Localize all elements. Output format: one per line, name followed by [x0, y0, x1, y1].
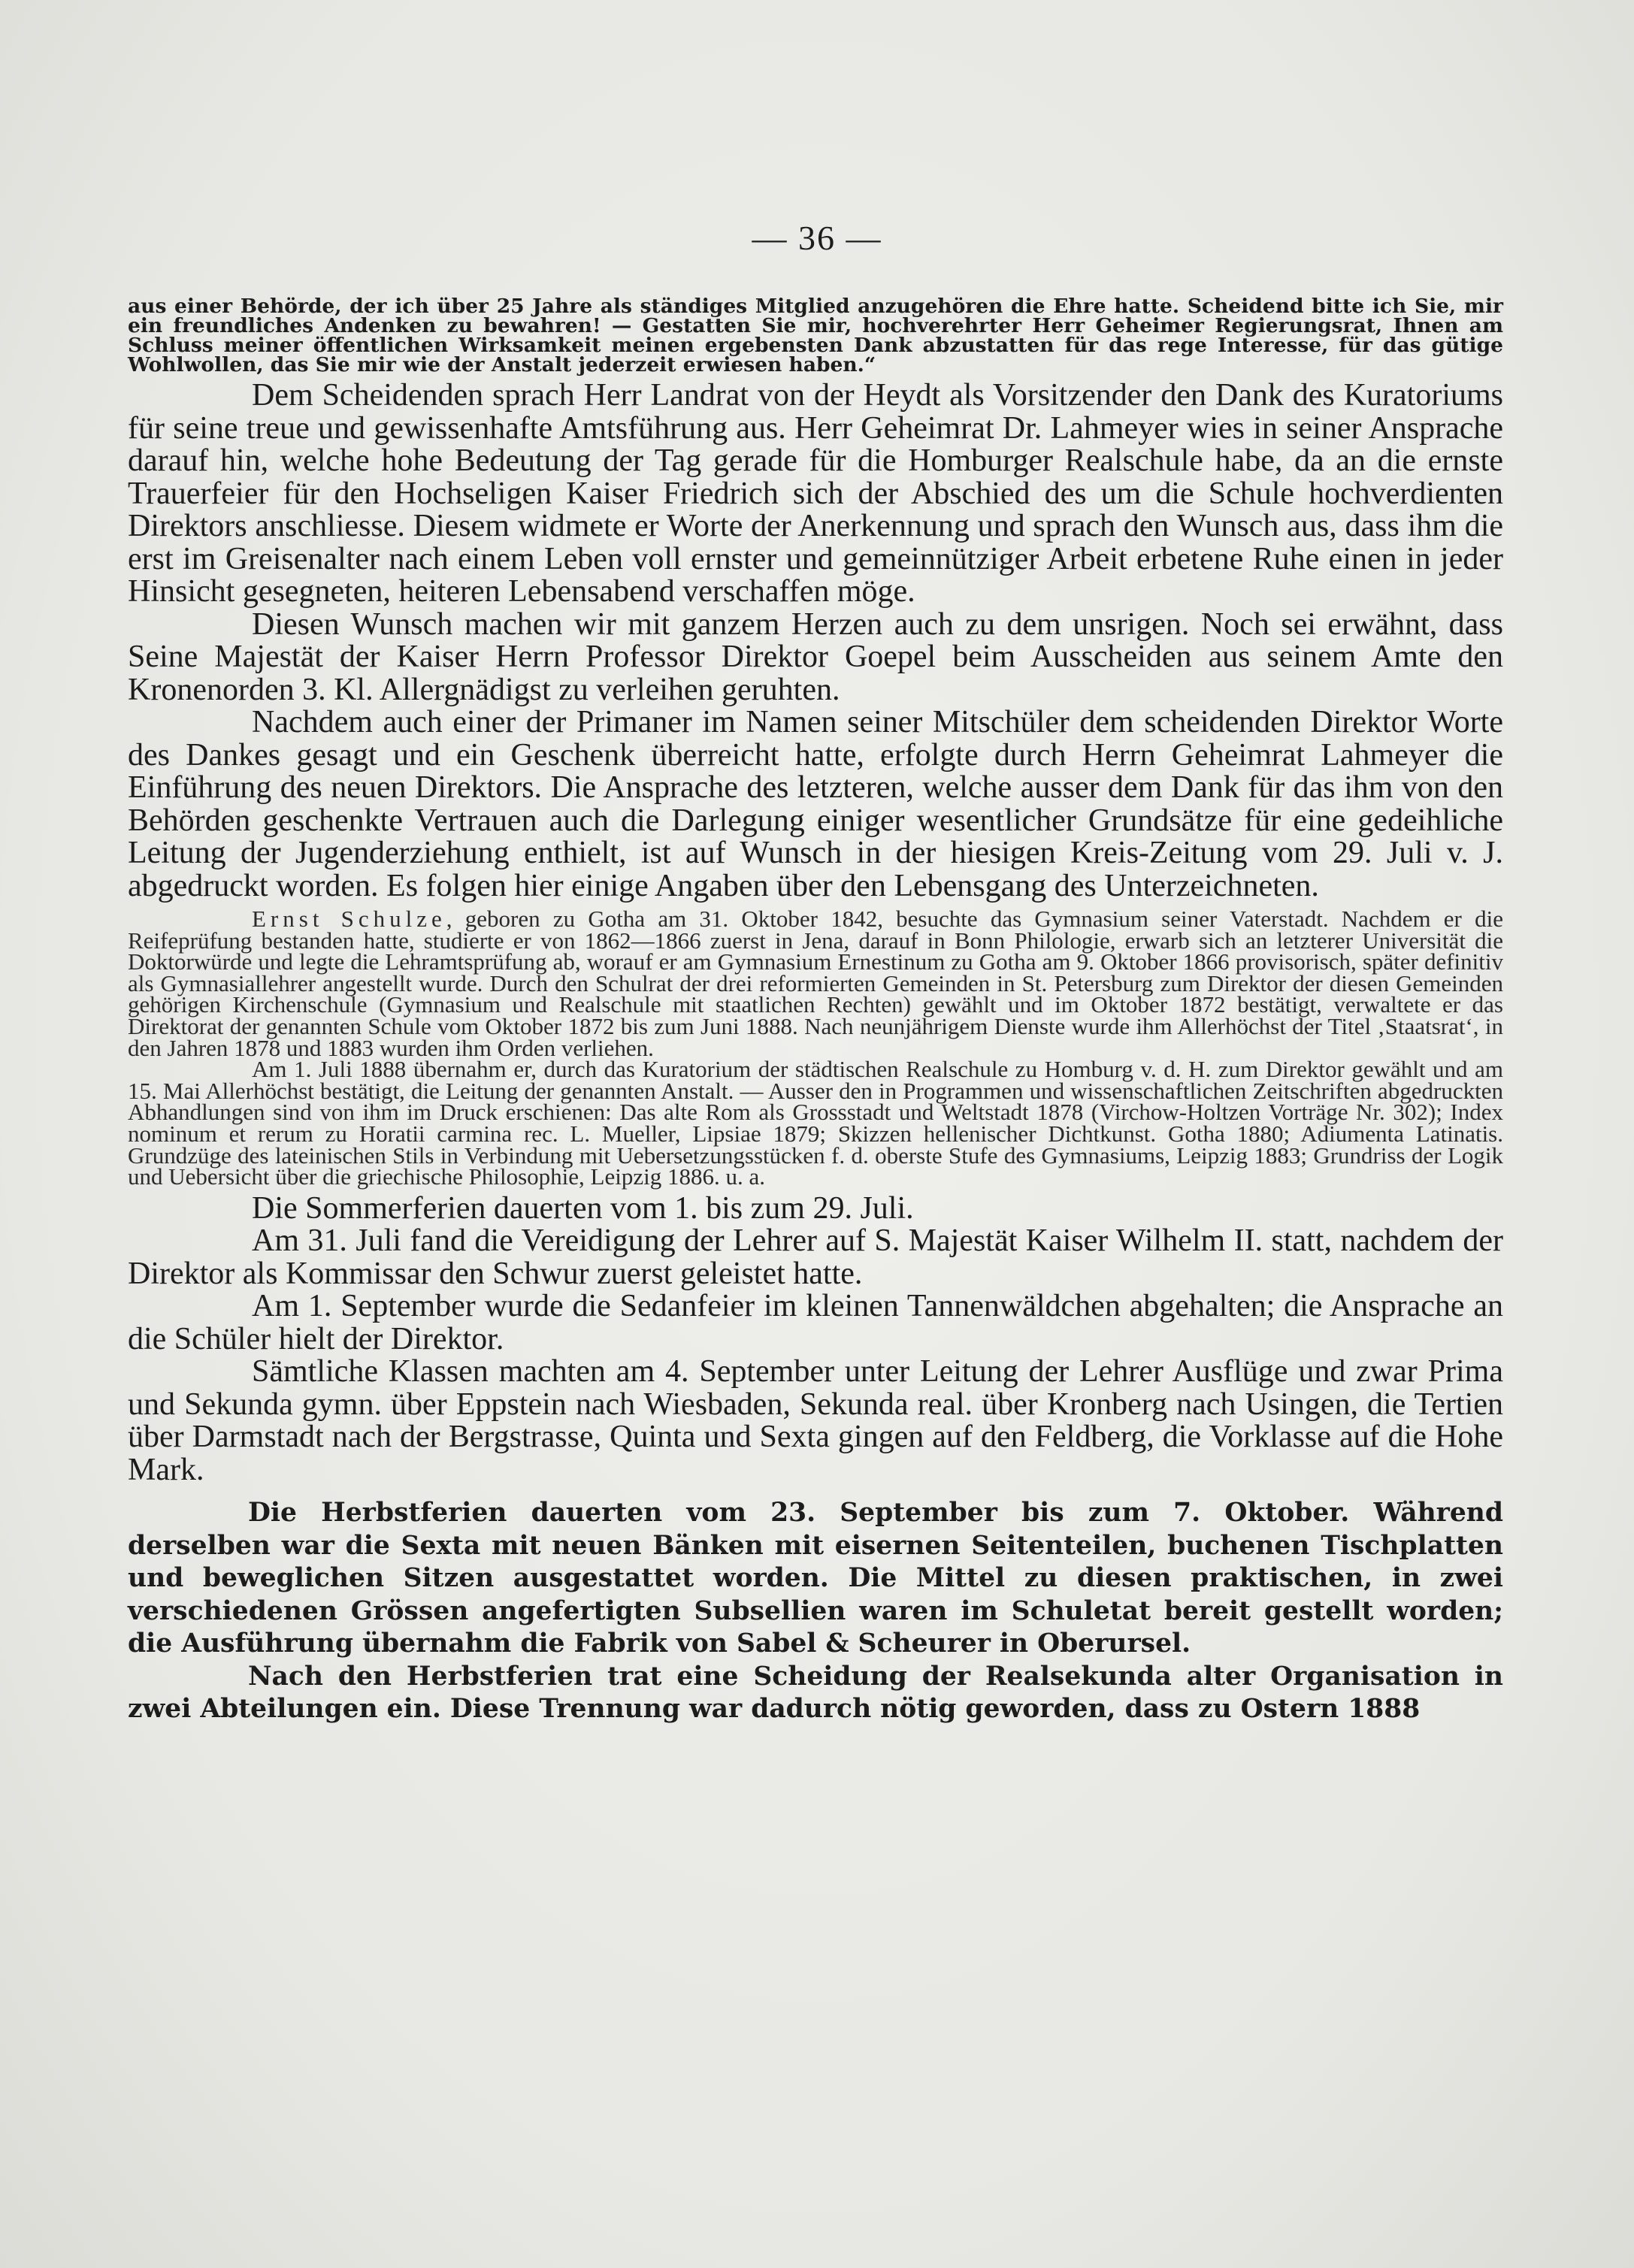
biography-name: Ernst Schulze	[252, 906, 446, 932]
paragraph-oath: Am 31. Juli fand die Vereidigung der Lehrer auf S. Majestät Kaiser Wilhelm II. statt, nachdem der Direktor als Kommissar den Schwur zuerst geleistet hatte.	[128, 1223, 1503, 1291]
paragraph-sedan: Am 1. September wurde die Sedanfeier im kleinen Tannenwäldchen abgehalten; die Ansprache an die Schüler hielt der Direktor.	[128, 1289, 1503, 1356]
biography-paragraph	[128, 906, 1503, 1061]
paragraph-autumn-holidays: Die Herbstferien dauerten vom 23. September bis zum 7. Oktober. Während derselben war die Sexta mit neuen Bänken mit eisernen Seitenteilen, buchenen Tischplatten und beweglichen Sitzen ausgestattet worden. Die Mittel zu diesen praktischen, in zwei verschiedenen Grössen angefertigten Subsellien waren im Schuletat bereit gestellt worden; die Ausführung übernahm die Fabrik von Sabel & Scheurer in Oberursel.	[128, 1498, 1503, 1659]
paragraph-letter-end: aus einer Behörde, der ich über 25 Jahre als ständiges Mitglied anzugehören die Ehre hatte. Scheidend bitte ich Sie, mir ein freundliches Andenken zu bewahren! — Gestatten Sie mir, hochverehrter Herr Geheimer Regierungsrat, Ihnen am Schluss meiner öffentlichen Wirksamkeit meinen ergebensten Dank abzustatten für das rege Interesse, für das gütige Wohlwollen, das Sie mir wie der Anstalt jederzeit erwiesen haben.“	[128, 295, 1503, 376]
paragraph-excursions: Sämtliche Klassen machten am 4. September unter Leitung der Lehrer Ausflüge und zwar Prima und Sekunda gymn. über Eppstein nach Wiesbaden, Sekunda real. über Kronberg nach Usingen, die Tertien über Darmstadt nach der Bergstrasse, Quinta und Sexta gingen auf den Feldberg, die Vorklasse auf die Hohe Mark.	[128, 1354, 1503, 1487]
paragraph-farewell: Dem Scheidenden sprach Herr Landrat von der Heydt als Vorsitzender den Dank des Kuratoriums für seine treue und gewissenhafte Amtsführung aus. Herr Geheimrat Dr. Lahmeyer wies in seiner Ansprache darauf hin, welche hohe Bedeutung der Tag gerade für die Homburger Realschule habe, da an die ernste Trauerfeier für den Hochseligen Kaiser Friedrich sich der Abschied des um die Schule hochverdienten Direktors anschliesse. Diesem widmete er Worte der Anerkennung und sprach den Wunsch aus, dass ihm die erst im Greisenalter nach einem Leben voll ernster und gemeinnütziger Arbeit erbetene Ruhe einen in jeder Hinsicht gesegneten, heiteren Lebensabend verschaffen möge.	[128, 378, 1503, 609]
page-number: — 36 —	[752, 219, 882, 257]
paragraph-wish: Diesen Wunsch machen wir mit ganzem Herzen auch zu dem unsrigen. Noch sei erwähnt, dass Seine Majestät der Kaiser Herrn Professor Direktor Goepel beim Ausscheiden aus seinem Amte den Kronenorden 3. Kl. Allergnädigst zu verleihen geruhten.	[128, 606, 1503, 707]
biography-publications: Am 1. Juli 1888 übernahm er, durch das Kuratorium der städtischen Realschule zu Homburg v. d. H. zum Direktor gewählt und am 15. Mai Allerhöchst bestätigt, die Leitung der genannten Anstalt. — Ausser den in Programmen und wissenschaftlichen Zeitschriften abgedruckten Abhandlungen sind von ihm im Druck erschienen: Das alte Rom als Grossstadt und Weltstadt 1878 (Virchow-Holtzen Vorträge Nr. 302); Index nominum et rerum zu Horatii carmina rec. L. Mueller, Lipsiae 1879; Skizzen hellenischer Dichtkunst. Gotha 1880; Adiumenta Latinatis. Grundzüge des lateinischen Stils in Verbindung mit Uebersetzungsstücken f. d. oberste Stufe des Gymnasiums, Leipzig 1883; Grundriss der Logik und Uebersicht über die griechische Philosophie, Leipzig 1886. u. a.	[128, 1056, 1503, 1190]
body-text	[128, 297, 1503, 1726]
paragraph-summer-holidays: Die Sommerferien dauerten vom 1. bis zum 29. Juli.	[252, 1190, 914, 1226]
paragraph-new-director: Nachdem auch einer der Primaner im Namen seiner Mitschüler dem scheidenden Direktor Worte des Dankes gesagt und ein Geschenk überreicht hatte, erfolgte durch Herrn Geheimrat Lahmeyer die Einführung des neuen Direktors. Die Ansprache des letzteren, welche ausser dem Dank für das ihm von den Behörden geschenkte Vertrauen auch die Darlegung einiger wesentlicher Grundsätze für eine gedeihliche Leitung der Jugenderziehung enthielt, ist auf Wunsch in der hiesigen Kreis-Zeitung vom 29. Juli v. J. abgedruckt worden. Es folgen hier einige Angaben über den Lebensgang des Unterzeichneten.	[128, 705, 1503, 903]
biography-text: , geboren zu Gotha am 31. Oktober 1842, besuchte das Gymnasium seiner Vaterstadt. Nachdem er die Reifeprüfung bestanden hatte, studierte er von 1862—1866 zuerst in Jena, darauf in Bonn Philologie, erwarb sich an letzterer Universität die Doktorwürde und legte die Lehramtsprüfung ab, worauf er am Gymnasium Ernestinum zu Gotha am 9. Oktober 1866 provisorisch, später definitiv als Gymnasiallehrer angestellt wurde. Durch den Schulrat der drei reformierten Gemeinden in St. Petersburg zum Direktor der diesen Gemeinden gehörigen Kirchenschule (Gymnasium und Realschule mit staatlichen Rechten) gewählt und im Oktober 1872 bestätigt, verwaltete er das Direktorat der genannten Schule vom Oktober 1872 bis zum Juni 1888. Nach neunjährigem Dienste wurde ihm Allerhöchst der Titel ‚Staatsrat‘, in den Jahren 1878 und 1883 wurden ihm Orden verliehen.	[128, 906, 1503, 1061]
paragraph-division: Nach den Herbstferien trat eine Scheidung der Realsekunda alter Organisation in zwei Abteilungen ein. Diese Trennung war dadurch nötig geworden, dass zu Ostern 1888	[128, 1661, 1503, 1725]
